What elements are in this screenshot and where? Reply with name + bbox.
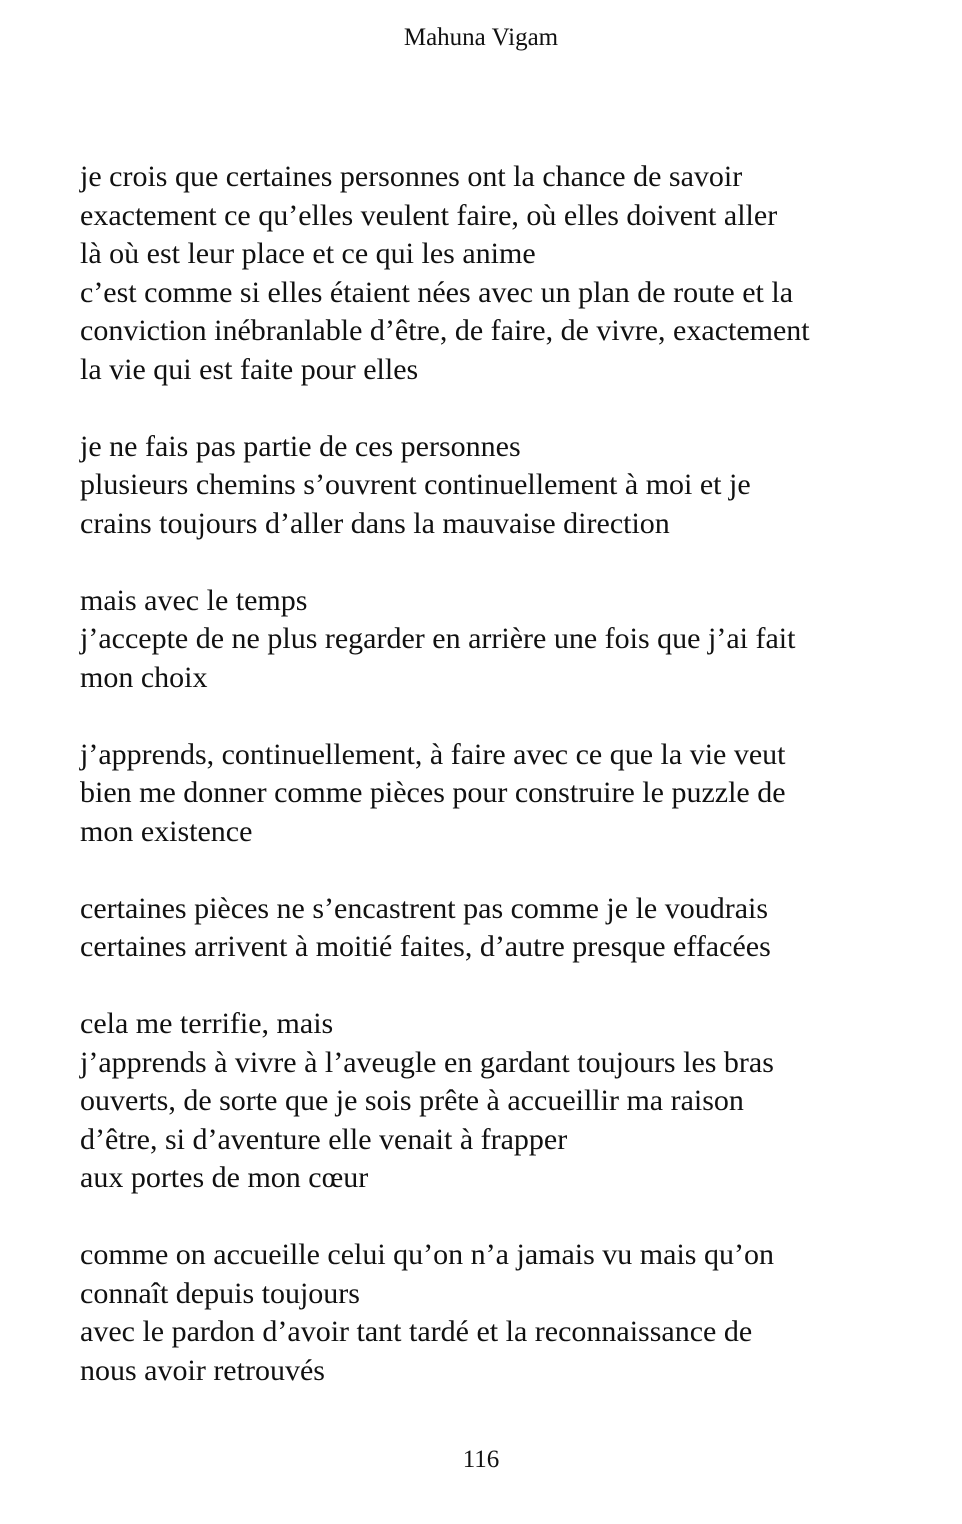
poem-body [80,158,930,1429]
poem-line: là où est leur place et ce qui les anime [80,237,536,270]
poem-line: je ne fais pas partie de ces personnes [80,429,521,463]
stanza-2 [80,428,930,544]
stanza-7 [80,1236,930,1390]
poem-line: nous avoir retrouvés [80,1353,325,1387]
poem-line: la vie qui est faite pour elles [80,352,419,386]
poem-line: d’être, si d’aventure elle venait à frapper [80,1122,568,1156]
stanza-4 [80,736,930,852]
stanza-1 [80,158,930,389]
poem-line: c’est comme si elles étaient nées avec un plan de route et la [80,275,794,309]
poem-line: mon choix [80,660,208,694]
poem-line: avec le pardon d’avoir tant tardé et la reconnaissance de [80,1315,753,1348]
poem-line: comme on accueille celui qu’on n’a jamais vu mais qu’on [80,1238,774,1271]
poem-line: mon existence [80,814,253,848]
poem-line: ouverts, de sorte que je sois prête à accueillir ma raison [80,1084,744,1117]
poem-line: cela me terrifie, mais [80,1007,334,1040]
poem-line: j’apprends à vivre à l’aveugle en gardant toujours les bras [80,1045,774,1079]
running-header-author: Mahuna Vigam [403,24,559,51]
stanza-5 [80,890,930,967]
poem-line: certaines arrivent à moitié faites, d’autre presque effacées [80,930,771,963]
stanza-3 [80,582,930,698]
poem-line: crains toujours d’aller dans la mauvaise direction [80,506,670,540]
poem-line: bien me donner comme pièces pour construire le puzzle de [80,776,786,809]
poem-line: mais avec le temps [80,583,308,617]
poem-line: aux portes de mon cœur [80,1161,369,1194]
poem-line: j’accepte de ne plus regarder en arrière une fois que j’ai fait [80,622,796,655]
poem-line: je crois que certaines personnes ont la chance de savoir [80,160,743,193]
poem-line: exactement ce qu’elles veulent faire, où elles doivent aller [80,198,778,232]
poem-line: conviction inébranlable d’être, de faire, de vivre, exactement [80,314,810,347]
page-number: 116 [462,1446,500,1473]
poem-line: plusieurs chemins s’ouvrent continuellement à moi et je [80,468,751,501]
poem-line: connaît depuis toujours [80,1276,360,1310]
poem-line: certaines pièces ne s’encastrent pas comme je le voudrais [80,891,769,925]
stanza-6 [80,1005,930,1198]
poem-line: j’apprends, continuellement, à faire avec ce que la vie veut [80,737,786,771]
